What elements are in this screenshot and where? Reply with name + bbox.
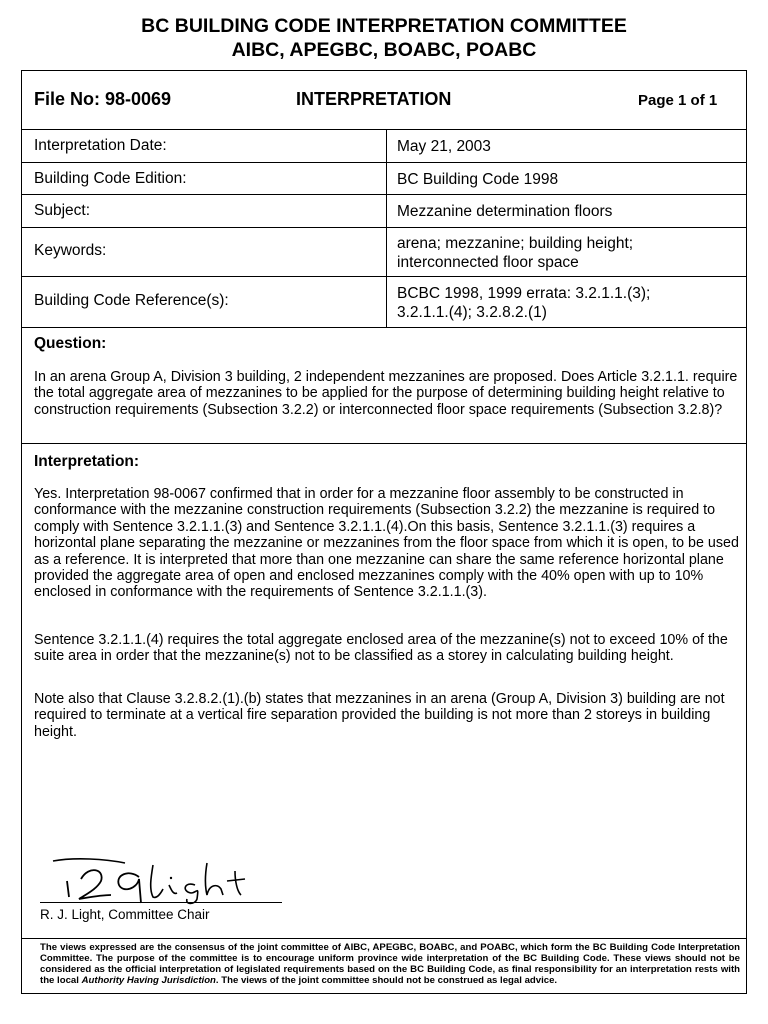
question-text: In an arena Group A, Division 3 building, 2 independent mezzanines are proposed. Does Article 3.2.1.1. require the total aggregate area of mezzanines to be applied for the purpose of determining building height relative to construction requirements (Subsection 3.2.2) or interconnected floor space requirements (Subsection 3.2.8)?	[34, 369, 738, 418]
committee-title: BC BUILDING CODE INTERPRETATION COMMITTEE	[141, 15, 627, 37]
column-divider	[386, 129, 387, 327]
keywords-label: Keywords:	[34, 242, 107, 259]
divider	[21, 227, 747, 228]
interpretation-date-value: May 21, 2003	[397, 138, 491, 155]
code-edition-label: Building Code Edition:	[34, 170, 187, 187]
divider	[21, 938, 747, 939]
disclaimer-emphasis: Authority Having Jurisdiction	[81, 975, 216, 986]
committee-members: AIBC, APEGBC, BOABC, POABC	[231, 39, 537, 61]
signature-line	[40, 902, 282, 903]
file-number: File No: 98-0069	[34, 89, 172, 109]
interpretation-paragraph-1: Yes. Interpretation 98-0067 confirmed that in order for a mezzanine floor assembly to be constructed in conformance with the mezzanine construction requirements (Subsection 3.2.2) the mezzanine is required to comply with Sentence 3.2.1.1.(3) and Sentence 3.2.1.1.(4).On this basis, Sentence 3.2.1.1.(3) requires a horizontal plane separating the mezzanine or mezzanines from the floor space from which it is open, to be used as a reference. It is interpreted that more than one mezzanine can share the same reference horizontal plane provided the aggregate area of open and enclosed mezzanines comply with the 40% open with up to 10% enclosed in conformance with the requirements of Sentence 3.2.1.1.(3).	[34, 486, 739, 601]
code-reference-value-line2: 3.2.1.1.(4); 3.2.8.2.(1)	[397, 304, 547, 321]
disclaimer-text-end: . The views of the joint committee should not be construed as legal advice.	[215, 975, 558, 986]
divider	[21, 443, 747, 444]
divider	[21, 162, 747, 163]
keywords-value-line1: arena; mezzanine; building height;	[397, 235, 634, 252]
code-edition-value: BC Building Code 1998	[397, 171, 559, 188]
interpretation-date-label: Interpretation Date:	[34, 137, 167, 154]
subject-value: Mezzanine determination floors	[397, 203, 613, 220]
divider	[21, 327, 747, 328]
disclaimer-text: The views expressed are the consensus of the joint committee of AIBC, APEGBC, BOABC, and POABC, which form the BC Building Code Interpretation Committee. The purpose of the committee is to encourage uniform province wide interpretation of the BC Building Code. These views should not be considered as the official interpretation of legislated requirements based on the BC Building Code, as final responsibility for an interpretation rests with the local	[40, 942, 740, 986]
subject-label: Subject:	[34, 202, 91, 219]
interpretation-paragraph-3: Note also that Clause 3.2.8.2.(1).(b) states that mezzanines in an arena (Group A, Division 3) building are not required to terminate at a vertical fire separation provided the building is not more than 2 storeys in building height.	[34, 691, 725, 740]
divider	[21, 129, 747, 130]
page-indicator: Page 1 of 1	[638, 92, 718, 109]
keywords-value-line2: interconnected floor space	[397, 254, 579, 271]
interpretation-heading: Interpretation:	[34, 453, 140, 470]
divider	[21, 276, 747, 277]
signatory-name: R. J. Light, Committee Chair	[40, 907, 210, 922]
code-reference-label: Building Code Reference(s):	[34, 292, 229, 309]
divider	[21, 194, 747, 195]
question-heading: Question:	[34, 335, 107, 352]
disclaimer	[40, 942, 740, 986]
interpretation-paragraph-2: Sentence 3.2.1.1.(4) requires the total aggregate enclosed area of the mezzanine(s) not to exceed 10% of the suite area in order that the mezzanine(s) not to be classified as a storey in calculating building height.	[34, 632, 728, 665]
document-type: INTERPRETATION	[296, 89, 452, 109]
code-reference-value-line1: BCBC 1998, 1999 errata: 3.2.1.1.(3);	[397, 285, 651, 302]
